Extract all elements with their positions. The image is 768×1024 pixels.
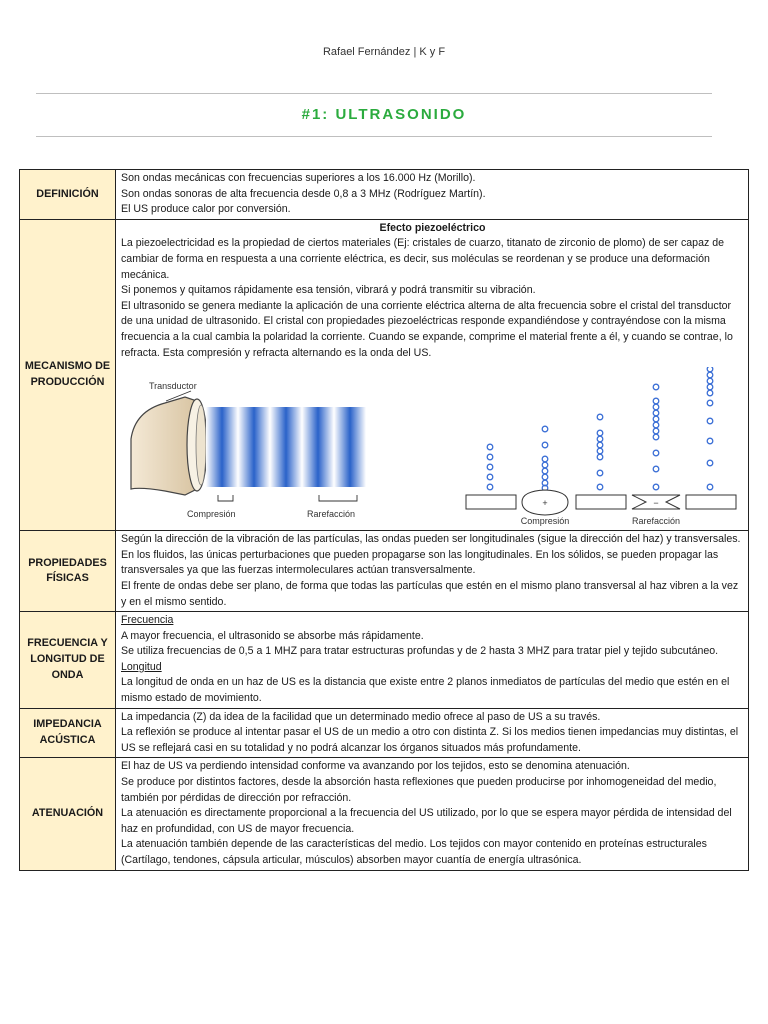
- text-line: El US produce calor por conversión.: [121, 203, 291, 216]
- subheading-frecuencia: Frecuencia: [121, 614, 174, 627]
- cell-propiedades: [116, 531, 749, 612]
- row-frecuencia: [20, 612, 749, 709]
- row-mecanismo: [20, 219, 749, 530]
- cell-frecuencia: [116, 612, 749, 709]
- section-subtitle: Efecto piezoeléctrico: [379, 221, 486, 234]
- paragraph: A mayor frecuencia, el ultrasonido se absorbe más rápidamente.: [121, 629, 424, 642]
- paragraph: El frente de ondas debe ser plano, de forma que todas las partículas que estén en el mismo plano transversal al haz vibren a la vez y en el mismo sentido.: [121, 579, 739, 608]
- paragraph: La impedancia (Z) da idea de la facilidad que un determinado medio ofrece al paso de US a su través.: [121, 710, 601, 723]
- label-transducer: Transductor: [149, 381, 197, 392]
- label-compression: Compresión: [187, 509, 236, 520]
- row-header-impedancia: IMPEDANCIA ACÚSTICA: [20, 708, 116, 758]
- paragraph: La longitud de onda en un haz de US es la distancia que existe entre 2 planos inmediatos de partículas del medio que estén en el mismo estado de movimiento.: [121, 676, 730, 705]
- row-header-mecanismo: MECANISMO DE PRODUCCIÓN: [20, 219, 116, 530]
- text-line: Son ondas mecánicas con frecuencias superiores a los 16.000 Hz (Morillo).: [121, 172, 476, 184]
- label-rarefaction-2: Rarefacción: [631, 516, 681, 527]
- row-header-propiedades: PROPIEDADES FÍSICAS: [20, 531, 116, 612]
- cell-impedancia: [116, 708, 749, 758]
- piezo-crystal-diagram: [464, 367, 744, 527]
- transducer-wave-diagram: [121, 377, 371, 527]
- paragraph: La atenuación también depende de las características del medio. Los tejidos con mayor contenido en proteínas estructurales (Cartílago, tendones, cápsula articular, músculos) absorben mayor cuantía de energía ultrasónica.: [121, 838, 707, 866]
- paragraph: En los fluidos, las únicas perturbaciones que pueden propagarse son las longitudinales. En los sólidos, se pueden propagar las transversales ya que las fuerzas intermoleculares actúan transversalmente.: [121, 548, 719, 577]
- row-definicion: [20, 170, 749, 220]
- paragraph: Si ponemos y quitamos rápidamente esa tensión, vibrará y podrá transmitir su vibración.: [121, 284, 536, 297]
- paragraph: La reflexión se produce al intentar pasar el US de un medio a otro con distinta Z. Si los medios tienen impedancias muy distintas, el US se reflejará casi en su totalidad y no podrá alcanzar los órganos situados más profundamente.: [121, 726, 739, 754]
- text-line: Son ondas sonoras de alta frecuencia desde 0,8 a 3 MHz (Rodríguez Martín).: [121, 187, 486, 200]
- top-divider: [36, 93, 712, 94]
- bottom-divider: [36, 136, 712, 137]
- cell-atenuacion: [116, 758, 749, 870]
- row-header-frecuencia: FRECUENCIA Y LONGITUD DE ONDA: [20, 612, 116, 709]
- paragraph: La piezoelectricidad es la propiedad de ciertos materiales (Ej: cristales de cuarzo, titanato de zirconio de plomo) de ser capaz de cambiar de forma en respuesta a una corriente eléctrica, es decir, sus moléculas se reordenan y se produce una deformación mecánica.: [121, 237, 724, 281]
- paragraph: Se produce por distintos factores, desde la absorción hasta reflexiones que pueden producirse por inhomogeneidad del medio, también por pérdidas de dirección por refracción.: [121, 776, 717, 804]
- row-header-definicion: DEFINICIÓN: [20, 170, 116, 220]
- label-rarefaction: Rarefacción: [307, 509, 356, 520]
- row-propiedades: [20, 531, 749, 612]
- label-plus: +: [542, 498, 548, 509]
- paragraph: El haz de US va perdiendo intensidad conforme va avanzando por los tejidos, esto se denomina atenuación.: [121, 760, 630, 773]
- row-impedancia: [20, 708, 749, 758]
- paragraph: Según la dirección de la vibración de las partículas, las ondas pueden ser longitudinales (sigue la dirección del haz) y transversales.: [121, 533, 741, 546]
- paragraph: Se utiliza frecuencias de 0,5 a 1 MHZ para tratar estructuras profundas y de 2 hasta 3 MHZ para tratar piel y tejido subcutáneo.: [121, 645, 719, 658]
- row-header-atenuacion: ATENUACIÓN: [20, 758, 116, 870]
- row-atenuacion: [20, 758, 749, 870]
- page-title: #1: ULTRASONIDO: [301, 106, 467, 123]
- author-header: Rafael Fernández | K y F: [322, 46, 446, 58]
- label-minus: −: [653, 498, 659, 509]
- piezo-figure: [121, 367, 744, 527]
- cell-definicion: [116, 170, 749, 220]
- cell-mecanismo: [116, 219, 749, 530]
- paragraph: La atenuación es directamente proporcional a la frecuencia del US utilizado, por lo que se espera mayor pérdida de intensidad del haz en profundidad, con US de mayor frecuencia.: [121, 807, 732, 835]
- label-compression-2: Compresión: [520, 516, 570, 527]
- subheading-longitud: Longitud: [121, 660, 162, 673]
- content-table: [19, 169, 749, 871]
- paragraph: El ultrasonido se genera mediante la aplicación de una corriente eléctrica alterna de alta frecuencia sobre el cristal del transductor de una unidad de ultrasonido. El cristal con propiedades piezoeléctricas responde expandiéndose y contrayéndose con la misma frecuencia a la cual cambia la polaridad la corriente. Cuando se expande, comprime el material frente a él, y cuando se contrae, lo refracta. Esta compresión y refracta alternando es la onda del US.: [121, 299, 733, 359]
